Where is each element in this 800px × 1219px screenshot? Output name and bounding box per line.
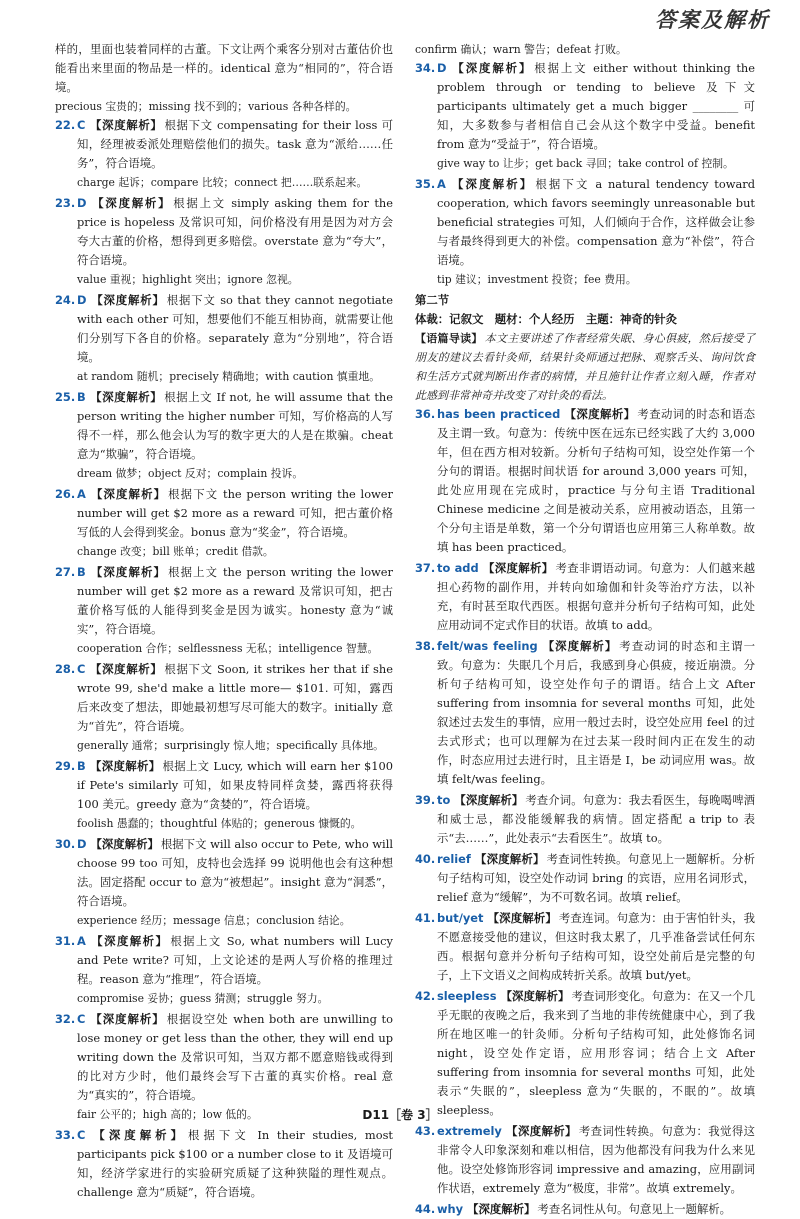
question-number: 35. (415, 177, 436, 191)
answer-entry (415, 637, 755, 789)
answer-key: D (437, 61, 447, 75)
right-entry-list-b (415, 405, 755, 1219)
answer-key: C (77, 1128, 86, 1142)
question-number: 41. (415, 911, 436, 925)
section-guide (415, 329, 755, 405)
answer-entry (55, 660, 393, 755)
analysis-text: 考查动词的时态和语态及主谓一致。句意为：传统中医在远东已经实践了大约 3,000 年，但在西方相对较新。分析句子结构可知，设空处作第一个分句的谓语。根据时间状语 for around 3,000 years 可知，此处应用现在完成时，practice 与分句主语 Traditional Chinese medicine 之间是被动关系，应用被动语态，且第一个分句主语是单数，第一个分句谓语也应用第三人称单数。故填 has been practiced。 (437, 407, 755, 554)
answer-entry-text (415, 59, 755, 154)
answer-key: to (437, 793, 451, 807)
answer-entry-text (415, 405, 755, 557)
question-number: 27. (55, 565, 76, 579)
analysis-tag: 【深度解析】 (89, 487, 167, 501)
answer-key: felt/was feeling (437, 639, 538, 653)
question-number: 42. (415, 989, 436, 1003)
question-number: 44. (415, 1202, 436, 1216)
answer-entry (55, 1126, 393, 1202)
answer-key: B (77, 565, 86, 579)
analysis-tag: 【深度解析】 (474, 852, 545, 866)
analysis-tag: 【深度解析】 (564, 407, 636, 421)
answer-entry (415, 791, 755, 848)
answer-entry (415, 987, 755, 1120)
question-number: 28. (55, 662, 76, 676)
answer-entry (55, 563, 393, 658)
answer-entry (55, 835, 393, 930)
question-number: 40. (415, 852, 436, 866)
left-entry-list (55, 116, 393, 1202)
answer-entry-text (55, 116, 393, 173)
analysis-tag: 【深度解析】 (89, 662, 163, 676)
vocab-line: value 重视；highlight 突出；ignore 忽视。 (77, 273, 299, 286)
answer-entry-text (55, 660, 393, 736)
analysis-tag: 【深度解析】 (454, 793, 524, 807)
analysis-text: 考查名词性从句。句意见上一题解析。 (537, 1202, 732, 1216)
answer-entry-text (55, 835, 393, 911)
analysis-tag: 【深度解析】 (467, 1202, 536, 1216)
vocab-line: dream 做梦；object 反对；complain 投诉。 (77, 467, 304, 480)
answer-key: A (77, 934, 86, 948)
question-number: 39. (415, 793, 436, 807)
analysis-tag: 【深度解析】 (90, 196, 172, 210)
analysis-text: 考查词形变化。句意为：在又一个几乎无眠的夜晚之后，我来到了当地的非传统健康中心，到了我所在地区唯一的针灸师。分析句子结构可知，此处修饰名词 night，设空处作定语，应用形容词；结合上文 After suffering from insomnia for several months 可知，此处表示“失眠的”，sleepless 意为“失眠的，不眠的”。故填 sleepless。 (437, 989, 755, 1117)
analysis-text: 根据下文 a natural tendency toward cooperation, which favors seemingly unreasonable but beneficial strategies 可知，人们倾向于合作，这样做会让参与者最终得到更大的补偿。compensation 意为“补偿”，符合语境。 (437, 177, 755, 267)
guide-tag: 【语篇导读】 (415, 332, 483, 345)
analysis-text: 根据上文 the person writing the lower number will get $2 more as a reward 及常识可知，把古董价格写低的人能得到奖金是因为诚实。honesty 意为“诚实”，符合语境。 (77, 565, 393, 636)
page-header-title: 答案及解析 (655, 8, 770, 32)
answer-key: A (437, 177, 446, 191)
answer-entry (415, 175, 755, 289)
answer-key: C (77, 662, 86, 676)
answer-entry-text (415, 909, 755, 985)
vocab-line: cooperation 合作；selflessness 无私；intelligence 智慧。 (77, 642, 379, 655)
question-number: 30. (55, 837, 76, 851)
answer-key: D (77, 293, 87, 307)
answer-entry-text (415, 1122, 755, 1198)
answer-key: A (77, 487, 86, 501)
answer-key: B (77, 759, 86, 773)
answer-key: sleepless (437, 989, 497, 1003)
answer-entry (415, 1122, 755, 1198)
section-meta: 体裁：记叙文 题材：个人经历 主题：神奇的针灸 (415, 312, 677, 326)
guide-text: 本文主要讲述了作者经常失眠、身心俱疲，然后接受了朋友的建议去看针灸师，结果针灸师通过把脉、观察舌头、询问饮食和生活方式就判断出作者的病情，并且施针让作者立刻入睡，作者对此感到非常神奇并改变了对针灸的看法。 (415, 332, 755, 402)
left-column (55, 40, 393, 1199)
answer-key: D (77, 837, 87, 851)
question-number: 24. (55, 293, 76, 307)
analysis-text: 考查词性转换。句意为：我觉得这非常令人印象深刻和难以相信，因为他都没有问我为什么来见他。设空处修饰形容词 impressive and amazing，应用副词作状语，extremely 意为“极度，非常”。故填 extremely。 (437, 1124, 755, 1195)
answer-entry (55, 485, 393, 561)
intro-paragraph: 样的，里面也装着同样的古董。下文让两个乘客分别对古董估价也能看出来里面的物品是一样的。identical 意为“相同的”，符合语境。 (55, 42, 393, 94)
analysis-text: 考查介词。句意为：我去看医生，每晚喝啤酒和威士忌，都没能缓解我的病情。固定搭配 a trip to 表示“去……”，此处表示“去看医生”。故填 to。 (437, 793, 755, 845)
analysis-tag: 【深度解析】 (500, 989, 570, 1003)
answer-entry-text (55, 388, 393, 464)
question-number: 31. (55, 934, 76, 948)
answer-key: extremely (437, 1124, 502, 1138)
question-number: 34. (415, 61, 436, 75)
vocab-line: generally 通常；surprisingly 惊人地；specifically 具体地。 (77, 739, 384, 752)
answer-entry-text (55, 757, 393, 814)
page-number: D11［卷 3］ (362, 1108, 438, 1122)
vocab-line: change 改变；bill 账单；credit 借款。 (77, 545, 274, 558)
answer-key: but/yet (437, 911, 484, 925)
analysis-tag: 【深度解析】 (90, 293, 165, 307)
answer-entry (415, 850, 755, 907)
question-number: 43. (415, 1124, 436, 1138)
answer-entry-text (415, 559, 755, 635)
answer-key: relief (437, 852, 471, 866)
vocab-line: compromise 妥协；guess 猜测；struggle 努力。 (77, 992, 329, 1005)
analysis-tag: 【深度解析】 (89, 759, 161, 773)
answer-entry (55, 291, 393, 386)
answer-entry (55, 116, 393, 192)
analysis-tag: 【深度解析】 (89, 1128, 187, 1142)
right-column (415, 40, 755, 1216)
top-vocab: confirm 确认；warn 警告；defeat 打败。 (415, 43, 627, 56)
answer-key: C (77, 118, 86, 132)
answer-entry-text (55, 1126, 393, 1202)
answer-key: why (437, 1202, 464, 1216)
analysis-text: 根据上文 simply asking them for the price is hopeless 及常识可知，问价格没有用是因为对方会夸大古董的价格，想得到更多赔偿。overstate 意为“夸大”，符合语境。 (77, 196, 393, 267)
answer-key: to add (437, 561, 479, 575)
analysis-text: 考查动词的时态和主谓一致。句意为：失眠几个月后，我感到身心俱疲，接近崩溃。分析句子结构可知，设空处作句子的谓语。结合上文 After suffering from insomnia for several months 可知，此处叙述过去发生的事情，应用一般过去时，设空处应用 feel 的过去式形式；也可以理解为在过去某一段时间内正在发生的动作，时态应用过去进行时，且主语是 I，be 动词应用 was。故填 felt/was feeling。 (437, 639, 755, 786)
analysis-tag: 【深度解析】 (89, 565, 167, 579)
question-number: 36. (415, 407, 436, 421)
answer-entry-text (415, 1200, 755, 1219)
analysis-tag: 【深度解析】 (89, 390, 163, 404)
vocab-line: charge 起诉；compare 比较；connect 把……联系起来。 (77, 176, 368, 189)
analysis-tag: 【深度解析】 (482, 561, 554, 575)
answer-entry-text (55, 291, 393, 367)
answer-entry (55, 932, 393, 1008)
question-number: 33. (55, 1128, 76, 1142)
answer-entry-text (55, 563, 393, 639)
question-number: 22. (55, 118, 76, 132)
answer-key: D (77, 196, 87, 210)
analysis-tag: 【深度解析】 (450, 61, 533, 75)
question-number: 32. (55, 1012, 76, 1026)
analysis-text: 考查词性转换。句意见上一题解析。分析句子结构可知，设空处作动词 bring 的宾语，应用名词形式，relief 意为“缓解”，为不可数名词。故填 relief。 (437, 852, 755, 904)
answer-entry-text (415, 175, 755, 270)
analysis-text: 根据设空处 when both are unwilling to lose money or get less than the other, they will end up writing down the 及常识可知，当双方都不愿意赔钱或得到的比对方少时，他们最终会写下古董的真实价格。real 意为“真实的”，符合语境。 (77, 1012, 393, 1102)
answer-key: C (77, 1012, 86, 1026)
analysis-text: 根据下文 the person writing the lower number will get $2 more as a reward 可知，把古董价格写低的人会得到奖金。bonus 意为“奖金”，符合语境。 (77, 487, 393, 539)
analysis-tag: 【深度解析】 (487, 911, 557, 925)
analysis-tag: 【深度解析】 (505, 1124, 577, 1138)
answer-entry (415, 559, 755, 635)
analysis-text: 根据上文 So, what numbers will Lucy and Pete write? 可知，上文论述的是两人写价格的推理过程。reason 意为“推理”，符合语境。 (77, 934, 393, 986)
answer-entry (55, 388, 393, 483)
analysis-tag: 【深度解析】 (541, 639, 618, 653)
answer-entry-text (55, 1010, 393, 1105)
analysis-text: 根据上文 If not, he will assume that the person writing the higher number 可知，写价格高的人写得不一样，那么他会认为写的数字更大的人是在欺骗。cheat 意为“欺骗”，符合语境。 (77, 390, 393, 461)
question-number: 29. (55, 759, 76, 773)
answer-entry-text (55, 194, 393, 270)
analysis-text: 根据下文 In their studies, most participants pick $100 or a number close to it 及语境可知，经济学家进行的实验研究质疑了这种狭隘的理性观点。challenge 意为“质疑”，符合语境。 (77, 1128, 393, 1199)
question-number: 26. (55, 487, 76, 501)
answer-entry-text (415, 637, 755, 789)
answer-entry-text (55, 932, 393, 989)
vocab-line: experience 经历；message 信息；conclusion 结论。 (77, 914, 351, 927)
answer-entry-text (55, 485, 393, 542)
analysis-text: 根据下文 Soon, it strikes her that if she wrote 99, she'd make a little more— $101. 可知，露西后来改变了想法，即她最初想写尽可能大的数字。initially 意为“首先”，符合语境。 (77, 662, 393, 733)
analysis-text: 根据上文 either without thinking the problem through or tending to believe 及下文 participants ultimately get a much bigger ________ 可知，大多数参与者相信自己会从这个数字中受益。benefit from 意为“受益于”，符合语境。 (437, 61, 755, 151)
answer-entry-text (415, 791, 755, 848)
question-number: 37. (415, 561, 436, 575)
vocab-line: at random 随机；precisely 精确地；with caution 慎重地。 (77, 370, 381, 383)
analysis-text: 考查非谓语动词。句意为：人们越来越担心药物的副作用，并转向如瑜伽和针灸等治疗方法，以补充，有时甚至取代西医。根据句意并分析句子结构可知，此处应用动词不定式作目的状语。故填 to add。 (437, 561, 755, 632)
answer-key: has been practiced (437, 407, 561, 421)
intro-vocab: precious 宝贵的；missing 找不到的；various 各种各样的。 (55, 100, 357, 113)
analysis-tag: 【深度解析】 (449, 177, 534, 191)
answer-entry (415, 909, 755, 985)
analysis-tag: 【深度解析】 (89, 934, 169, 948)
analysis-text: 考查连词。句意为：由于害怕针头，我不愿意接受他的建议，但这时我太累了，几乎准备尝试任何东西。根据句意并分析句子结构可知，设空处前后是完整的句子，上下文语义之间构成转折关系。故填 but/yet。 (437, 911, 755, 982)
analysis-tag: 【深度解析】 (89, 118, 163, 132)
analysis-text: 根据下文 compensating for their loss 可知，经理被委派处理赔偿他们的损失。task 意为“派给……任务”，符合语境。 (77, 118, 393, 170)
answer-entry (415, 59, 755, 173)
question-number: 38. (415, 639, 436, 653)
question-number: 25. (55, 390, 76, 404)
vocab-line: give way to 让步；get back 寻回；take control of 控制。 (437, 157, 734, 170)
analysis-tag: 【深度解析】 (90, 837, 159, 851)
analysis-text: 根据上文 Lucy, which will earn her $100 if Pete's similarly 可知，如果皮特同样贪婪，露西将获得 100 美元。greedy 意为“贪婪的”，符合语境。 (77, 759, 393, 811)
analysis-tag: 【深度解析】 (89, 1012, 165, 1026)
answer-entry (415, 405, 755, 557)
question-number: 23. (55, 196, 76, 210)
answer-entry (55, 194, 393, 289)
answer-entry-text (415, 987, 755, 1120)
answer-entry (55, 757, 393, 833)
answer-entry (415, 1200, 755, 1219)
vocab-line: tip 建议；investment 投资；fee 费用。 (437, 273, 637, 286)
right-entry-list-a (415, 59, 755, 289)
answer-key: B (77, 390, 86, 404)
answer-entry-text (415, 850, 755, 907)
analysis-text: 根据下文 will also occur to Pete, who will choose 99 too 可知，皮特也会选择 99 说明他也会有这种想法。固定搭配 occur to 意为“被想起”。insight 意为“洞悉”，符合语境。 (77, 837, 393, 908)
analysis-text: 根据下文 so that they cannot negotiate with each other 可知，想要他们不能互相协商，就需要让他们分别写下各自的价格。separately 意为“分别地”，符合语境。 (77, 293, 393, 364)
section-title: 第二节 (415, 293, 450, 307)
vocab-line: foolish 愚蠢的；thoughtful 体贴的；generous 慷慨的。 (77, 817, 362, 830)
vocab-line: fair 公平的；high 高的；low 低的。 (77, 1108, 258, 1121)
